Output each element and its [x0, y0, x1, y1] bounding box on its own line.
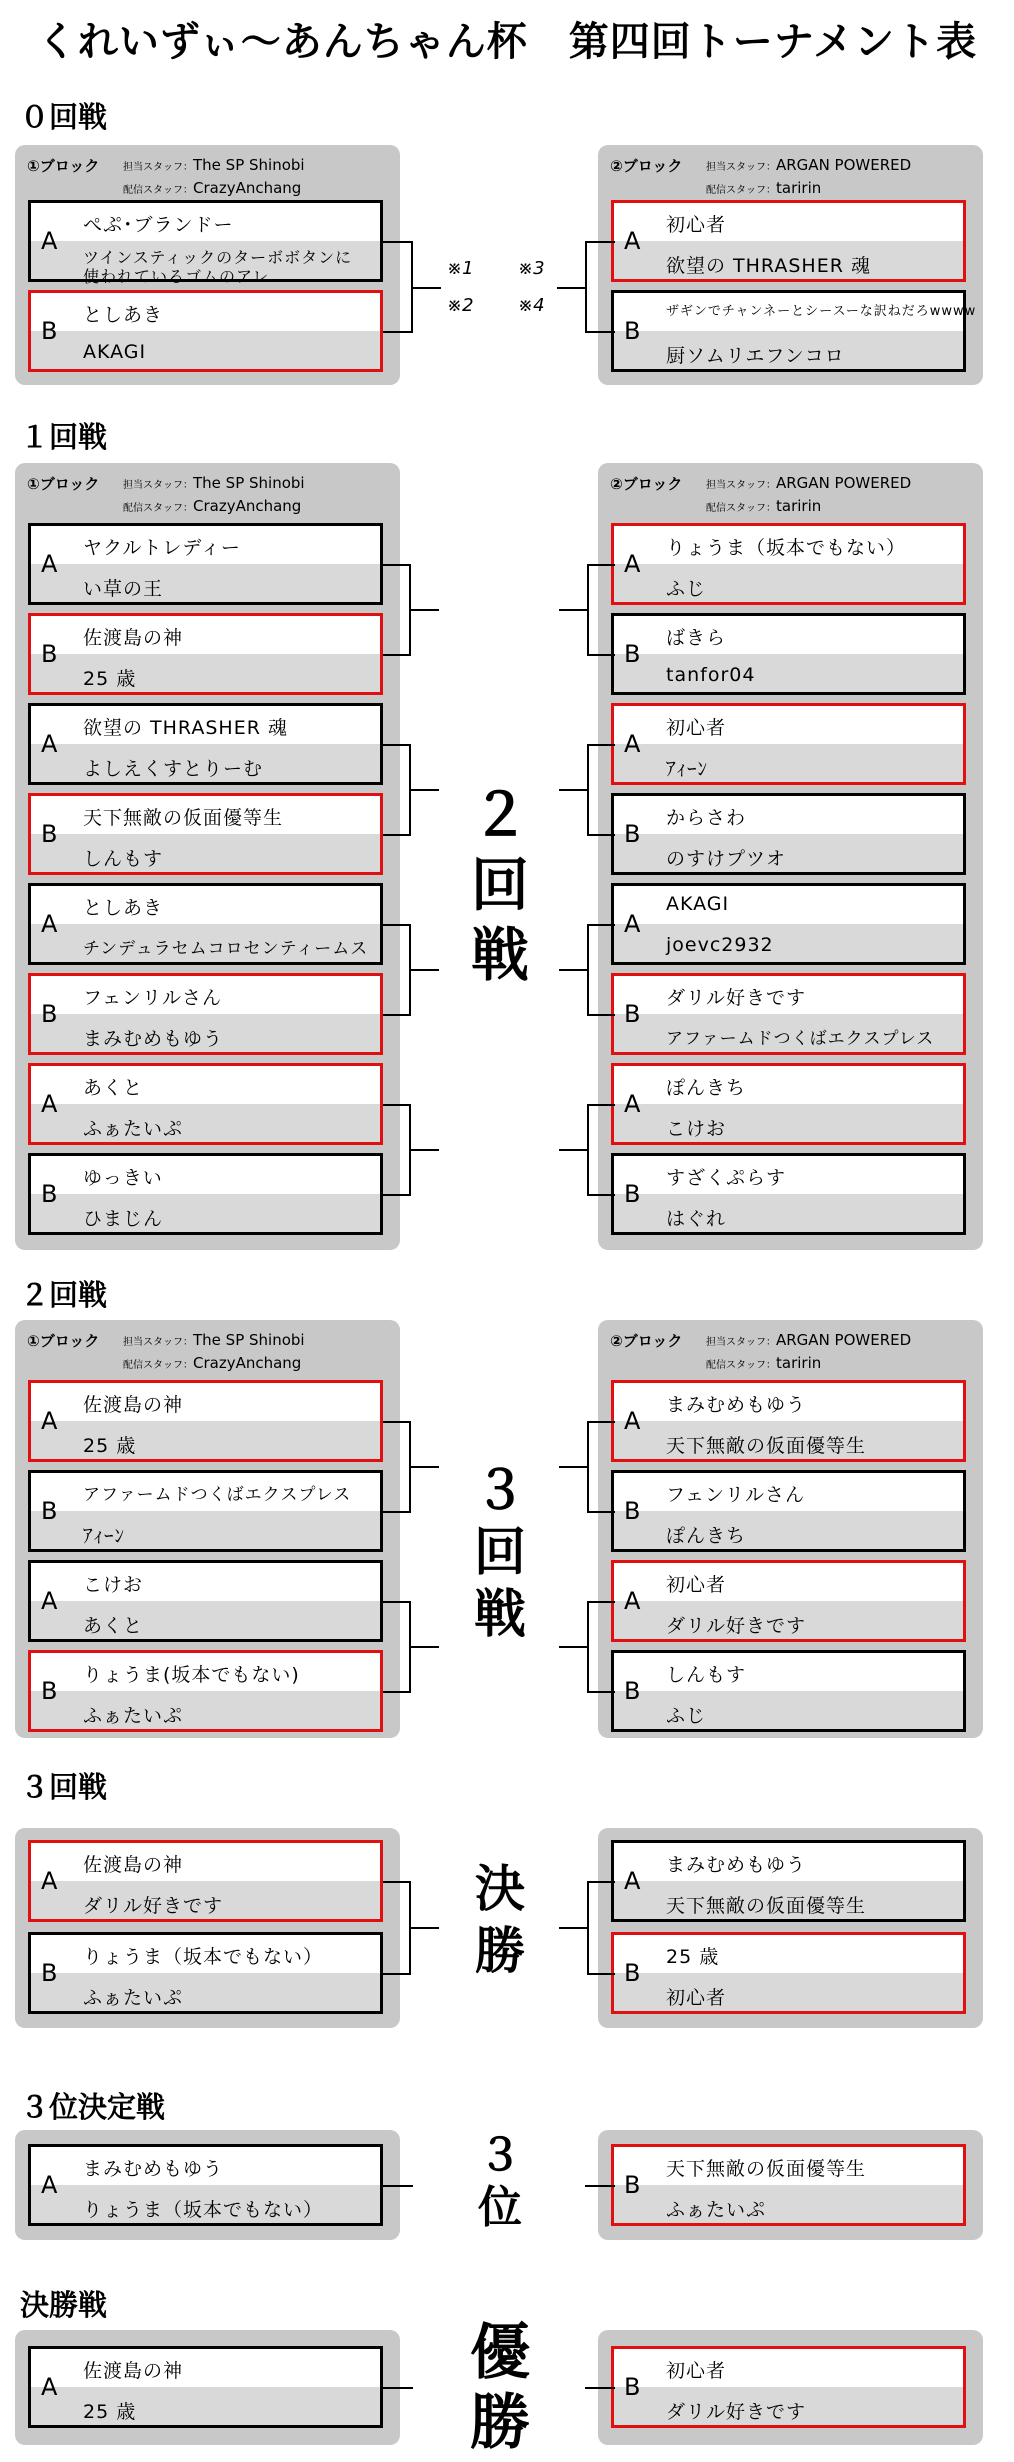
- slot-label: B: [41, 1000, 58, 1028]
- bracket-line: [585, 241, 615, 243]
- bracket-line: [585, 331, 615, 333]
- match-box-winner: [611, 200, 966, 282]
- bracket-line: [587, 744, 615, 746]
- note-mark: ※2: [447, 295, 474, 316]
- player-name: ゆっきい: [83, 1167, 163, 1189]
- player-name: 初心者: [666, 717, 727, 739]
- block-label: ①ブロック: [27, 157, 100, 175]
- bracket-line: [559, 1466, 589, 1468]
- player-name: まみむめもゆう: [83, 1028, 224, 1050]
- bracket-line: [383, 2387, 413, 2389]
- note-mark: ※4: [518, 295, 545, 316]
- final-right-panel: [598, 2330, 983, 2445]
- match-box: [28, 1560, 383, 1642]
- round0-block1-panel: [15, 145, 400, 385]
- player-name: 初心者: [666, 1574, 727, 1596]
- slot-label: A: [41, 1867, 58, 1895]
- player-name: からさわ: [666, 807, 747, 829]
- slot-label: A: [624, 550, 641, 578]
- slot-label: A: [41, 1090, 58, 1118]
- bracket-line: [409, 1646, 439, 1648]
- player-name: まみむめもゆう: [666, 1854, 807, 1876]
- match-box-winner: [611, 2144, 966, 2226]
- round2-block1-panel: [15, 1320, 400, 1738]
- big-char: 戦: [473, 1585, 526, 1645]
- player-name: フェンリルさん: [666, 1484, 806, 1506]
- slot-label: B: [624, 317, 641, 345]
- player-name: まみむめもゆう: [666, 1394, 807, 1416]
- section-round2: ２回戦: [20, 1278, 108, 1312]
- match-box-winner: [611, 1560, 966, 1642]
- slot-label: A: [41, 1587, 58, 1615]
- section-round1: １回戦: [20, 420, 108, 454]
- block-label: ①ブロック: [27, 1332, 100, 1350]
- champion-big-label: [440, 2318, 560, 2458]
- bracket-line: [411, 287, 441, 289]
- player-name: あくと: [83, 1077, 144, 1099]
- staff-name: The SP Shinobi: [193, 474, 305, 492]
- player-name: まみむめもゆう: [83, 2158, 224, 2180]
- player-name: りょうま（坂本でもない）: [83, 1946, 324, 1968]
- big-char: 決: [475, 1860, 525, 1918]
- bracket-line: [587, 1014, 615, 1016]
- player-name: ツインスティックのターボボタンに: [83, 248, 353, 267]
- player-name: 天下無敵の仮面優等生: [666, 1435, 867, 1457]
- bracket-line: [409, 609, 439, 611]
- staff-key: 担当スタッフ：: [706, 1337, 776, 1348]
- player-name: チンデュラセムコロセンティームス: [83, 939, 369, 959]
- section-round0: ０回戦: [20, 100, 108, 134]
- match-box: [28, 1153, 383, 1235]
- round3-left-panel: [15, 1828, 400, 2028]
- slot-label: A: [624, 910, 641, 938]
- staff-name: ARGAN POWERED: [776, 474, 912, 492]
- player-name: こけお: [666, 1118, 727, 1140]
- staff-key: 担当スタッフ：: [123, 1337, 193, 1348]
- match-box-winner: [28, 613, 383, 695]
- match-box-winner: [28, 290, 383, 372]
- bracket-line: [587, 1511, 615, 1513]
- player-name: 初心者: [666, 1987, 727, 2009]
- bracket-line: [383, 1421, 411, 1423]
- player-name: ザギンでチャンネーとシースーな訳ねだろwwww: [666, 304, 977, 319]
- bracket-line: [587, 654, 615, 656]
- player-name: 25 歳: [83, 2401, 137, 2423]
- player-name: ふぁたいぷ: [83, 1987, 184, 2009]
- block-label: ①ブロック: [27, 475, 100, 493]
- bracket-line: [559, 969, 589, 971]
- bracket-line: [585, 2185, 615, 2187]
- slot-label: A: [41, 1407, 58, 1435]
- staff-info: [123, 1330, 305, 1376]
- player-name: 初心者: [666, 2360, 727, 2382]
- bracket-line: [383, 1601, 411, 1603]
- slot-label: A: [41, 550, 58, 578]
- note-mark: ※1: [447, 258, 474, 279]
- slot-label: B: [41, 1497, 58, 1525]
- bracket-line: [559, 1149, 589, 1151]
- match-box-winner: [28, 1380, 383, 1462]
- player-name: アファームドつくばエクスプレス: [83, 1485, 352, 1505]
- player-name: としあき: [83, 897, 164, 919]
- round3-right-panel: [598, 1828, 983, 2028]
- staff-info: [706, 473, 911, 519]
- big-char: 優: [470, 2318, 530, 2388]
- bracket-line: [587, 564, 615, 566]
- match-box-winner: [611, 973, 966, 1055]
- match-box: [28, 523, 383, 605]
- stream-key: 配信スタッフ：: [123, 185, 193, 196]
- big-char: 位: [478, 2182, 522, 2233]
- player-name: ひまじん: [83, 1208, 164, 1230]
- bracket-line: [587, 1881, 615, 1883]
- slot-label: B: [624, 1677, 641, 1705]
- round3-big-label: [450, 1460, 550, 1646]
- player-name: フェンリルさん: [83, 987, 223, 1009]
- big-char: ３: [473, 1461, 526, 1521]
- bracket-line: [557, 287, 587, 289]
- player-name: りょうま（坂本でもない）: [666, 537, 907, 559]
- staff-name: ARGAN POWERED: [776, 156, 912, 174]
- player-name: 25 歳: [666, 1946, 720, 1968]
- bracket-line: [409, 1149, 439, 1151]
- slot-label: B: [624, 820, 641, 848]
- player-name: のすけプツオ: [666, 848, 787, 870]
- bracket-line: [383, 1104, 411, 1106]
- match-box-winner: [28, 1840, 383, 1922]
- match-box: [28, 1932, 383, 2014]
- match-box: [28, 883, 383, 965]
- slot-label: B: [41, 1677, 58, 1705]
- player-name: 25 歳: [83, 1435, 137, 1457]
- big-char: 回: [473, 1523, 526, 1583]
- player-name: ふぁたいぷ: [83, 1705, 184, 1727]
- player-name: 初心者: [666, 214, 727, 236]
- match-box: [611, 793, 966, 875]
- player-name: りょうま(坂本でもない): [83, 1664, 300, 1686]
- bracket-line: [383, 654, 411, 656]
- player-name: 天下無敵の仮面優等生: [666, 2158, 867, 2180]
- stream-key: 配信スタッフ：: [706, 185, 776, 196]
- big-char: 回: [470, 851, 529, 919]
- page-title: くれいずぃ〜あんちゃん杯 第四回トーナメント表: [36, 19, 978, 65]
- bracket-line: [383, 1194, 411, 1196]
- bracket-line: [383, 1014, 411, 1016]
- staff-key: 担当スタッフ：: [123, 162, 193, 173]
- stream-key: 配信スタッフ：: [706, 1360, 776, 1371]
- player-name: 佐渡島の神: [83, 2360, 184, 2382]
- staff-name: The SP Shinobi: [193, 156, 305, 174]
- player-name: joevc2932: [666, 934, 774, 956]
- player-name: 25 歳: [83, 668, 137, 690]
- stream-name: CrazyAnchang: [193, 179, 302, 197]
- player-name: こけお: [83, 1574, 144, 1596]
- slot-label: B: [41, 640, 58, 668]
- bracket-line: [383, 834, 411, 836]
- player-name: すざくぷらす: [666, 1167, 787, 1189]
- slot-label: A: [624, 1407, 641, 1435]
- section-third-place: ３位決定戦: [20, 2090, 166, 2124]
- bracket-line: [587, 924, 615, 926]
- bracket-line: [383, 564, 411, 566]
- match-box: [28, 200, 383, 286]
- slot-label: B: [41, 1180, 58, 1208]
- slot-label: B: [41, 820, 58, 848]
- slot-label: A: [41, 2373, 58, 2401]
- staff-info: [123, 473, 305, 519]
- bracket-line: [587, 834, 615, 836]
- stream-key: 配信スタッフ：: [123, 1360, 193, 1371]
- round0-block2-panel: [598, 145, 983, 385]
- match-box-winner: [611, 523, 966, 605]
- player-name: 欲望の THRASHER 魂: [666, 255, 871, 277]
- player-name: ばきら: [666, 627, 727, 649]
- note-mark: ※3: [518, 258, 545, 279]
- match-box: [28, 2346, 383, 2428]
- round2-big-label: [450, 780, 550, 990]
- bracket-line: [383, 1511, 411, 1513]
- player-name: ダリル好きです: [83, 1895, 224, 1917]
- match-box: [611, 290, 977, 372]
- match-box: [611, 1650, 966, 1732]
- player-name: としあき: [83, 304, 164, 326]
- bracket-line: [559, 609, 589, 611]
- match-box-winner: [28, 1650, 383, 1732]
- third-big-label: [450, 2130, 550, 2234]
- player-name: ｱｨｰﾝ: [666, 758, 709, 780]
- bracket-line: [383, 2185, 413, 2187]
- slot-label: A: [624, 227, 641, 255]
- bracket-line: [587, 1104, 615, 1106]
- match-box-winner: [28, 973, 383, 1055]
- stream-name: taririn: [776, 179, 822, 197]
- bracket-line: [585, 2387, 615, 2389]
- match-box: [28, 1470, 383, 1552]
- big-char: 勝: [475, 1922, 525, 1980]
- slot-label: B: [624, 640, 641, 668]
- match-box: [611, 1840, 966, 1922]
- bracket-line: [559, 1927, 589, 1929]
- bracket-line: [559, 789, 589, 791]
- bracket-line: [409, 1466, 439, 1468]
- player-name: ぽんきち: [666, 1525, 747, 1547]
- slot-label: A: [624, 1090, 641, 1118]
- player-name: 使われているゴムのアレ: [83, 267, 270, 286]
- slot-label: B: [41, 1959, 58, 1987]
- bracket-line: [383, 1973, 411, 1975]
- staff-info: [123, 155, 305, 201]
- player-name: ふぁたいぷ: [83, 1118, 184, 1140]
- match-box: [611, 883, 966, 965]
- player-name: しんもす: [666, 1664, 747, 1686]
- bracket-line: [383, 744, 411, 746]
- slot-label: A: [41, 910, 58, 938]
- match-box-winner: [611, 1932, 966, 2014]
- player-name: ダリル好きです: [666, 2401, 807, 2423]
- match-box: [28, 703, 383, 785]
- player-name: ふじ: [666, 578, 707, 600]
- slot-label: B: [624, 1959, 641, 1987]
- match-box: [611, 613, 966, 695]
- player-name: はぐれ: [666, 1208, 727, 1230]
- match-box-winner: [28, 1063, 383, 1145]
- player-name: い草の王: [83, 578, 164, 600]
- final-left-panel: [15, 2330, 400, 2445]
- bracket-line: [587, 1601, 615, 1603]
- bracket-line: [383, 1881, 411, 1883]
- player-name: ダリル好きです: [666, 1615, 807, 1637]
- player-name: 佐渡島の神: [83, 1854, 184, 1876]
- player-name: ｱｨｰﾝ: [83, 1525, 126, 1547]
- bracket-line: [383, 241, 413, 243]
- player-name: AKAGI: [83, 341, 147, 363]
- player-name: 天下無敵の仮面優等生: [83, 807, 284, 829]
- big-char: ３: [478, 2130, 522, 2181]
- player-name: 佐渡島の神: [83, 1394, 184, 1416]
- round1-block1-panel: [15, 463, 400, 1250]
- player-name: ふぁたいぷ: [666, 2199, 767, 2221]
- bracket-line: [409, 969, 439, 971]
- player-name: tanfor04: [666, 664, 756, 686]
- slot-label: A: [41, 227, 58, 255]
- stream-name: taririn: [776, 497, 822, 515]
- block-label: ②ブロック: [610, 1332, 683, 1350]
- player-name: アファームドつくばエクスプレス: [666, 1029, 935, 1049]
- slot-label: A: [41, 730, 58, 758]
- match-box: [611, 1153, 966, 1235]
- third-left-panel: [15, 2130, 400, 2240]
- player-name: ダリル好きです: [666, 987, 807, 1009]
- staff-info: [706, 1330, 911, 1376]
- match-box: [611, 1470, 966, 1552]
- player-name: 天下無敵の仮面優等生: [666, 1895, 867, 1917]
- player-name: ぽんきち: [666, 1077, 747, 1099]
- match-box: [28, 2144, 383, 2226]
- bracket-line: [559, 1646, 589, 1648]
- match-box-winner: [611, 2346, 966, 2428]
- stream-name: taririn: [776, 1354, 822, 1372]
- big-char: ２: [470, 781, 529, 849]
- player-name: あくと: [83, 1615, 144, 1637]
- staff-key: 担当スタッフ：: [706, 162, 776, 173]
- stream-key: 配信スタッフ：: [123, 503, 193, 514]
- slot-label: A: [624, 1867, 641, 1895]
- slot-label: A: [624, 730, 641, 758]
- stream-name: CrazyAnchang: [193, 497, 302, 515]
- staff-key: 担当スタッフ：: [123, 480, 193, 491]
- player-name: ぺぷ･ブランドー: [83, 214, 234, 236]
- stream-key: 配信スタッフ：: [706, 503, 776, 514]
- section-round3: ３回戦: [20, 1770, 108, 1804]
- slot-label: B: [624, 1180, 641, 1208]
- player-name: AKAGI: [666, 893, 730, 915]
- third-right-panel: [598, 2130, 983, 2240]
- player-name: よしえくすとりーむ: [83, 758, 264, 780]
- player-name: ヤクルトレディー: [83, 537, 241, 559]
- stream-name: CrazyAnchang: [193, 1354, 302, 1372]
- staff-info: [706, 155, 911, 201]
- big-char: 戦: [470, 921, 529, 989]
- match-box-winner: [28, 793, 383, 875]
- bracket-line: [383, 924, 411, 926]
- round2-block2-panel: [598, 1320, 983, 1738]
- block-label: ②ブロック: [610, 157, 683, 175]
- bracket-line: [409, 789, 439, 791]
- slot-label: B: [624, 2171, 641, 2199]
- player-name: 厨ソムリエフンコロ: [666, 345, 845, 367]
- staff-name: The SP Shinobi: [193, 1331, 305, 1349]
- match-box-winner: [611, 703, 966, 785]
- bracket-line: [587, 1421, 615, 1423]
- bracket-line: [383, 331, 413, 333]
- staff-name: ARGAN POWERED: [776, 1331, 912, 1349]
- round1-block2-panel: [598, 463, 983, 1250]
- slot-label: B: [41, 317, 58, 345]
- bracket-line: [409, 1927, 439, 1929]
- player-name: りょうま（坂本でもない）: [83, 2199, 324, 2221]
- slot-label: A: [41, 2171, 58, 2199]
- match-box-winner: [611, 1063, 966, 1145]
- final-big-label: [450, 1858, 550, 1982]
- slot-label: B: [624, 1497, 641, 1525]
- bracket-line: [383, 1691, 411, 1693]
- match-box-winner: [611, 1380, 966, 1462]
- slot-label: A: [624, 1587, 641, 1615]
- section-final: 決勝戦: [20, 2288, 108, 2322]
- big-char: 勝: [470, 2388, 530, 2458]
- player-name: しんもす: [83, 848, 164, 870]
- player-name: 佐渡島の神: [83, 627, 184, 649]
- player-name: 欲望の THRASHER 魂: [83, 717, 288, 739]
- bracket-line: [587, 1691, 615, 1693]
- slot-label: B: [624, 2373, 641, 2401]
- slot-label: B: [624, 1000, 641, 1028]
- bracket-line: [587, 1194, 615, 1196]
- block-label: ②ブロック: [610, 475, 683, 493]
- bracket-line: [587, 1973, 615, 1975]
- player-name: ふじ: [666, 1705, 707, 1727]
- staff-key: 担当スタッフ：: [706, 480, 776, 491]
